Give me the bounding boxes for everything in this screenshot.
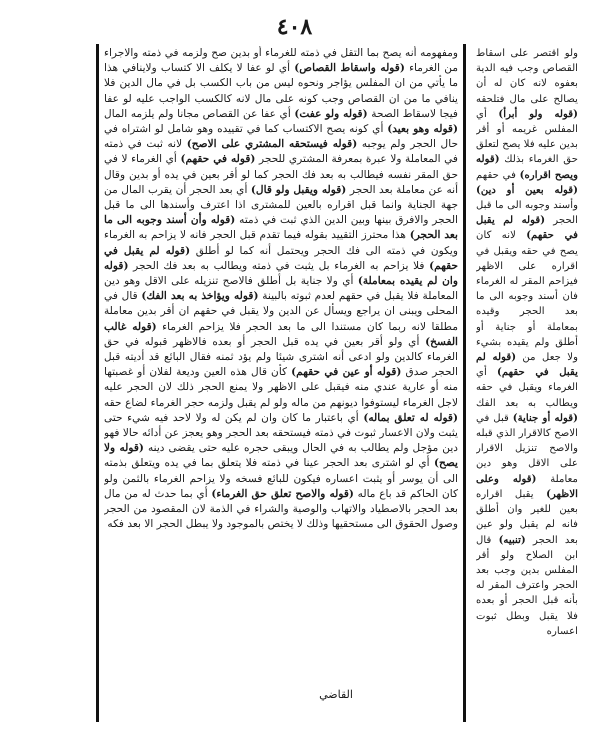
- main-passage: أي الغرماء لا في حق المقر نفسه فيطالب به بعد فك الحجر كما لو أقر بعين في يده أو بدين وقال أنه عن معاملة بعد الحجر: [104, 153, 458, 196]
- main-heading: (قوله في حقهم): [180, 153, 256, 166]
- margin-heading: (قوله ويصح اقراره): [476, 153, 578, 181]
- margin-heading: (قوله ولو أبرأ): [498, 107, 578, 120]
- main-passage: ومفهومه أنه يصح بما التقل في ذمته للغرماء أو بدين صح ولزمه في ذمته والاجراء من الغرماء: [104, 47, 458, 75]
- margin-heading: (قوله بعين أو دين): [476, 183, 578, 196]
- main-heading: (قوله وهو بعيد): [387, 123, 458, 136]
- main-heading: (قوله ويؤاخذ به بعد الفك): [141, 290, 259, 303]
- main-passage: هذا محترز التقييد بقوله فيما تقدم قبل الحجر فانه لا يزاحم به الغرماء ويكون في ذمته الى فك الحجر ويحتمل أنه كما لو أطلق: [104, 229, 458, 257]
- footer-word: القاضي: [319, 688, 353, 701]
- main-heading: (قوله ولو عفت): [294, 107, 368, 120]
- margin-heading: (قوله وعلى الاظهر): [476, 472, 578, 500]
- main-heading: (قوله وأن أسند وجوبه الى ما بعد الحجر): [104, 214, 458, 242]
- main-passage: قال في المحلى ويبنى ان يراجع ويسأل عن الدين ولا يقبل في حقهم ان أقر بدين معاملة مطلقا لانه ربما كان مستندا الى ما بعد الحجر فلا يزاحم الغرماء: [104, 290, 458, 333]
- margin-passage: يقبل اقراره بعين للغير وان أطلق فانه لم يقبل ولو عين بعد الحجر: [476, 488, 578, 546]
- main-passage: لانه ثبت في ذمته في المعاملة ولا عبرة بمعرفة المشتري للحجر: [104, 138, 458, 166]
- main-passage: أي بعد الحجر أن يقرب المال من جهة الجناية وانما قبل اقراره بالعين للمشترى اذا اعترف وأسندها الى ما قبل الحجر والافرق بينها وبين الدين الذي ثبت في ذمته: [104, 183, 458, 227]
- main-heading: (قوله أو عين في حقهم): [291, 366, 402, 379]
- main-heading: (قوله فيستحقه المشتري على الاصح): [186, 138, 358, 151]
- main-passage: أي عفا عن القصاص مجانا ولم يلزمه المال: [104, 107, 291, 120]
- page-number: ٤٠٨: [276, 14, 313, 40]
- margin-passage: أي الغرماء ويقبل في حقه ويطالب به بعد الفك: [476, 367, 578, 409]
- margin-heading: (تنبيه): [498, 533, 526, 546]
- margin-passage: قبل في الاصح كالاقرار الذي قبله والاصح تنزيل الاقرار على الاقل وهو دين معاملة: [476, 412, 578, 485]
- main-passage: أي ولو أقر بعين في يده قبل الحجر أو بعده فالاظهر قبوله في حق الغرماء كالدين ولو ادعى أنه اشترى شيئا ولم يؤد ثمنه فقال البائع قد أديته قبل الحجر صدق: [104, 335, 458, 379]
- margin-passage: ولو اقتصر على اسقاط القصاص وجب فيه الدية بعفوه لانه كان له أن يصالح على مال فتلحقه: [476, 48, 578, 105]
- margin-heading: (قوله لم يقبل في حقهم): [476, 351, 578, 379]
- margin-passage: وأسند وجوبه الى ما قبل الحجر: [476, 200, 578, 227]
- main-heading: (قوله واسقاط القصاص): [294, 62, 405, 75]
- margin-text-column: [476, 46, 578, 666]
- main-heading: (قوله لم يقبل في حقهم): [104, 244, 458, 272]
- main-passage: أي بما حدث له من مال بعد الحجر بالاصطياد والاتهاب والوصية والشراء في الذمة لان المقصود من الحجر وصول الحقوق الى مستحقيها وذلك لا يختص بالموجود ولا يبطل الحجر الا بعد فكه: [104, 487, 458, 531]
- margin-heading: (قوله لم يقبل في حقهم): [476, 214, 578, 242]
- margin-passage: في حقهم: [476, 169, 516, 181]
- main-heading: (قوله والاصح تعلق حق الغرماء): [211, 487, 354, 500]
- main-passage: أي لو عفا لا يكلف الا كتساب ولاينافي هذا ما يأتي من ان المفلس يؤاجر: [104, 62, 458, 90]
- main-heading: (قوله له تعلق بماله): [363, 411, 458, 424]
- margin-passage: قال ابن الصلاح ولو أقر المفلس بدين وجب بعد الحجر واعترف المقر له بأنه قبل الحجر أو بعده فلا يقبل وبطل ثبوت اعساره: [476, 534, 578, 637]
- main-heading: (قوله غالب الفسخ): [104, 320, 458, 348]
- main-text-body: [104, 46, 458, 533]
- margin-heading: (قوله أو جناية): [512, 411, 578, 424]
- margin-text-body: [476, 46, 578, 639]
- main-heading: (قوله ويقبل ولو قال): [250, 183, 347, 196]
- margin-passage: فان أسند وجوبه الى ما بعد الحجر وقيده بمعاملة أو جناية أو أطلق ولم يقيده بشيء ولا جعل من: [476, 291, 578, 364]
- main-passage: فلا يزاحم به الغرماء بل يثبت في ذمته ويطالب به بعد فك الحجر: [133, 259, 425, 272]
- main-passage: أي لو اشترى بعد الحجر عينا في ذمته فلا يتعلق بما في يده ويتعلق بذمته الى أن يوسر أو يثبت اعساره فيكون للبائع فسخه ولا يزاحم الغرماء بالثمن ولو كان الحاكم قد باع ماله: [104, 457, 458, 500]
- main-passage: أي باعتبار ما كان وان لم يكن له ولا لاحد فيه شيء حتى يثبت ولان الاعسار ثبوت في ذمته فيستحقه بعد الحجر وهو يعجز عن أدائه حالا فهو دين مؤجل ولم يطالب به في الحال ويبقى حجره عليه حتى يقضى دينه: [104, 411, 458, 455]
- main-heading: (قوله وان لم يقيده بمعاملة): [104, 259, 458, 288]
- main-passage: أي ولا جناية بل أطلق فالاصح تنزيله على الاقل وهو دين المعاملة فلا يقبل في حقهم لعدم ثبوته بالبينة: [104, 275, 458, 303]
- main-passage: كأن قال هذه العين وديعة لفلان أو غصبتها منه أو عارية عندي منه فيقبل على الاظهر ولا يمنع الحجر ذلك لان الحجر عليه لاجل الغرماء ليستوفوا ديونهم من ماله ولو لم يقبل ولزمه حجر الغرماء لضاع حقه: [104, 366, 458, 409]
- margin-passage: أي المفلس غريمه أو أقر بدين عليه فلا يصح لتعلق حق الغرماء بذلك: [476, 108, 578, 166]
- margin-passage: لانه كان يصح في حقه ويقبل في اقراره على الاظهر فيزاحم المقر له الغرماء: [476, 230, 578, 288]
- main-passage: أي كونه يصح الاكتساب كما في تقييده وهو شامل لو اشتراه في حال الحجر ولم يوجبه: [104, 123, 458, 151]
- main-text-column: [104, 46, 458, 666]
- main-passage: ونحوه ليس من باب الكسب بل في مال الدين فلا ينافي ما من ان القصاص وجب كونه على مال لانه كالكسب الواجب عليه لو عفا فيجا لاسقاط الصحة: [104, 77, 458, 120]
- main-heading: (قوله ولا يصح): [104, 442, 458, 470]
